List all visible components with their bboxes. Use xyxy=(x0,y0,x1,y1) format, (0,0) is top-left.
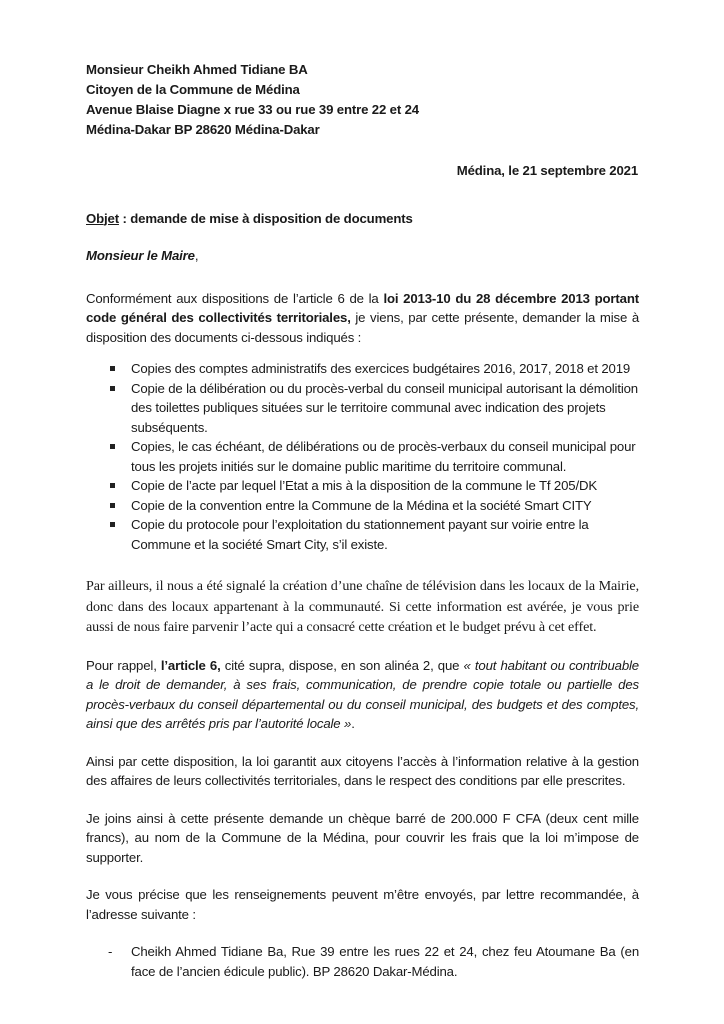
rappel-text-2: cité supra, dispose, en son alinéa 2, que xyxy=(220,657,464,673)
list-item xyxy=(86,437,639,476)
list-item-text: Copie de l’acte par lequel l’Etat a mis à la disposition de la commune le Tf 205/DK xyxy=(131,478,597,493)
list-item-text: Copie de la délibération ou du procès-verbal du conseil municipal autorisant la démolition des toilettes publiques situées sur le territoire communal avec indication des projets subséquents. xyxy=(131,380,638,435)
list-item-text: Copies, le cas échéant, de délibérations ou de procès-verbaux du conseil municipal pour tous les projets initiés sur le domaine public maritime du territoire communal. xyxy=(131,439,636,474)
square-bullet-icon xyxy=(110,503,115,508)
reply-instructions-paragraph: Je vous précise que les renseignements peuvent m’être envoyés, par lettre recommandée, à l’adresse suivante : xyxy=(86,887,639,922)
list-item xyxy=(86,515,639,554)
dash-bullet-icon: - xyxy=(108,944,113,959)
list-item-text: Copie de la convention entre la Commune de la Médina et la société Smart CITY xyxy=(131,497,592,513)
intro-text-1: Conformément aux dispositions de l’article 6 de la xyxy=(86,290,384,306)
date-line: Médina, le 21 septembre 2021 xyxy=(456,163,638,178)
rappel-text-1: Pour rappel, xyxy=(86,657,161,673)
intro-text-2: je viens, par cette présente, demander la mise à disposition des documents ci-dessous indiqués : xyxy=(86,310,639,345)
television-paragraph: Par ailleurs, il nous a été signalé la création d’une chaîne de télévision dans les locaux de la Mairie, donc dans des locaux appartenant à la communauté. Si cette information est avérée, je vous prie aussi de nous faire parvenir l’acte qui a consacré cette création et le budget prévu à cet effet. xyxy=(86,578,639,635)
rappel-end: . xyxy=(351,716,355,731)
law-guarantee-paragraph: Ainsi par cette disposition, la loi garantit aux citoyens l’accès à l’information relative à la gestion des affaires de leurs collectivités territoriales, dans le respect des conditions par elle prescrites. xyxy=(86,753,639,788)
sender-address: Avenue Blaise Diagne x rue 33 ou rue 39 entre 22 et 24 xyxy=(86,102,419,117)
subject-line xyxy=(86,209,639,229)
list-item xyxy=(86,359,639,379)
rappel-quote: « tout habitant ou contribuable a le droit de demander, à ses frais, communication, de prendre copie totale ou partielle des procès-verbaux du conseil départemental ou du conseil municipal, des budgets et des comptes, ainsi que des arrêtés pris par l’autorité locale » xyxy=(86,657,639,731)
requested-documents-list xyxy=(86,359,639,554)
subject-label: Objet xyxy=(86,210,119,226)
list-item xyxy=(86,379,639,438)
reply-address-list xyxy=(86,942,639,981)
rappel-article-ref: l’article 6, xyxy=(160,657,221,673)
subject-separator: : xyxy=(118,210,131,226)
letter-page xyxy=(86,60,639,981)
list-item xyxy=(86,476,639,496)
subject-text: demande de mise à disposition de documents xyxy=(130,210,413,226)
list-item-text: Copies des comptes administratifs des exercices budgétaires 2016, 2017, 2018 et 2019 xyxy=(131,361,631,376)
salutation xyxy=(86,246,639,266)
sender-block xyxy=(86,60,639,140)
sender-city: Médina-Dakar BP 28620 Médina-Dakar xyxy=(86,122,320,137)
intro-law-reference: loi 2013-10 du 28 décembre 2013 portant code général des collectivités territoriales, xyxy=(86,290,639,325)
article-reminder-paragraph xyxy=(86,656,639,734)
salutation-text: Monsieur le Maire xyxy=(86,248,195,263)
list-item xyxy=(86,496,639,516)
sender-name: Monsieur Cheikh Ahmed Tidiane BA xyxy=(86,62,308,77)
salutation-punct: , xyxy=(194,248,199,263)
list-item xyxy=(86,942,639,981)
square-bullet-icon xyxy=(110,386,115,391)
square-bullet-icon xyxy=(110,366,115,371)
list-item-text: Copie du protocole pour l’exploitation du stationnement payant sur voirie entre la Commune et la société Smart City, s’il existe. xyxy=(131,517,589,552)
square-bullet-icon xyxy=(110,444,115,449)
square-bullet-icon xyxy=(110,483,115,488)
sender-title: Citoyen de la Commune de Médina xyxy=(86,82,300,97)
intro-paragraph xyxy=(86,289,639,348)
reply-address-text: Cheikh Ahmed Tidiane Ba, Rue 39 entre les rues 22 et 24, chez feu Atoumane Ba (en face de l’ancien édicule public). BP 28620 Dakar-Médina. xyxy=(131,944,639,979)
square-bullet-icon xyxy=(110,522,115,527)
cheque-paragraph: Je joins ainsi à cette présente demande un chèque barré de 200.000 F CFA (deux cent mille francs), au nom de la Commune de la Médina, pour couvrir les frais que la loi m’impose de supporter. xyxy=(86,810,639,865)
